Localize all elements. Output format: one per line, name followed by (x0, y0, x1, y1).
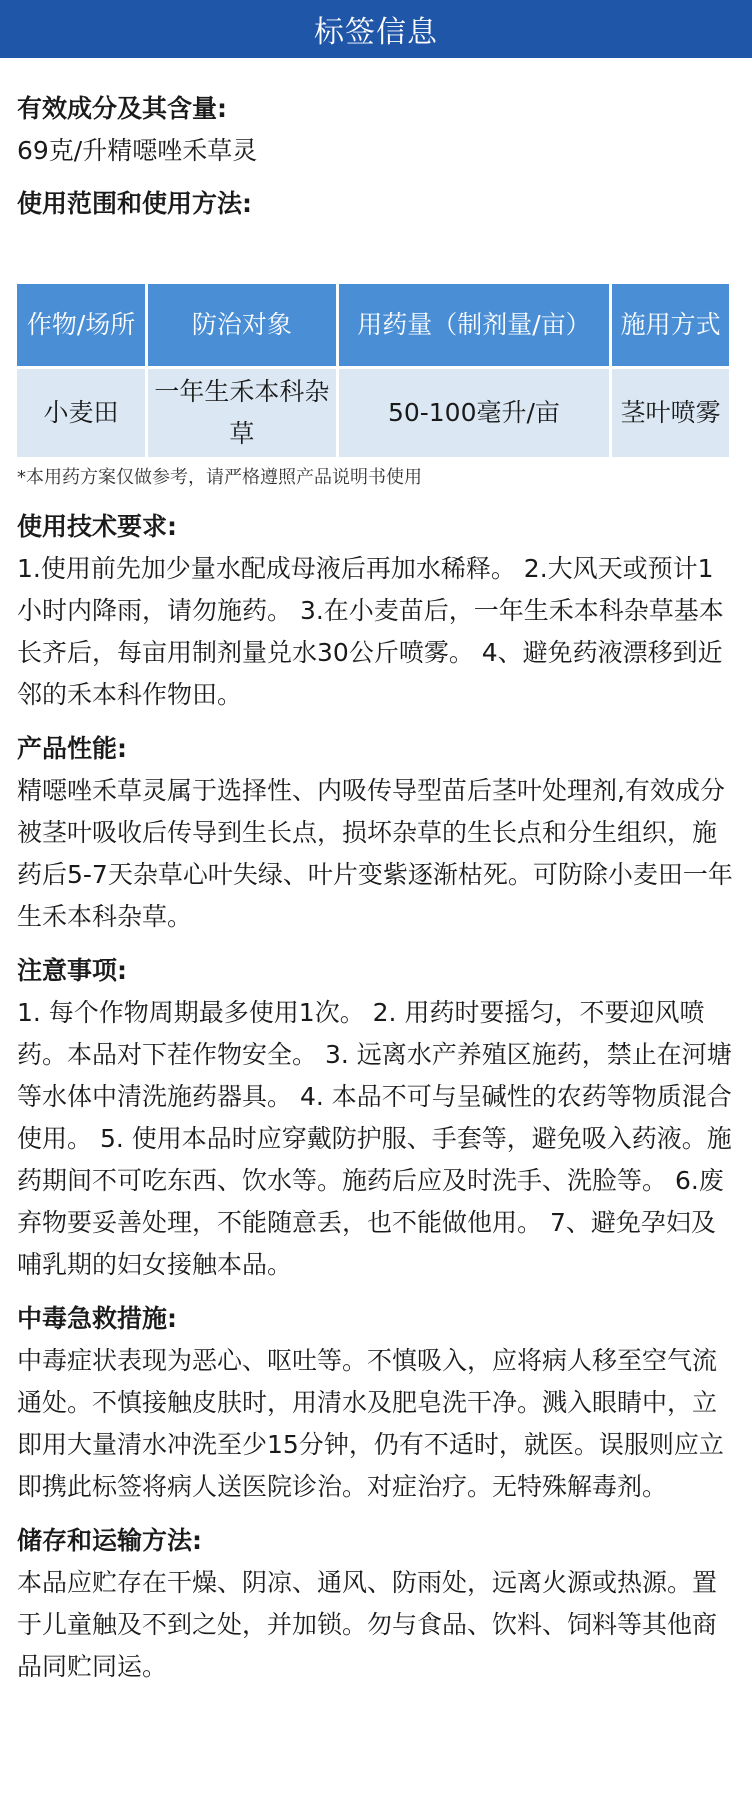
page-header (0, 0, 752, 58)
column-header-method: 施用方式 (612, 284, 729, 366)
cell-crop: 小麦田 (17, 369, 145, 457)
cell-dosage: 50-100毫升/亩 (339, 369, 610, 457)
column-header-crop: 作物/场所 (17, 284, 145, 366)
precautions-text: 1. 每个作物周期最多使用1次。 2. 用药时要摇匀，不要迎风喷药。本品对下茬作物安全。 3. 远离水产养殖区施药，禁止在河塘等水体中清洗施药器具。 4. 本品不可与呈碱性的农药等物质混合使用。 5. 使用本品时应穿戴防护服、手套等，避免吸入药液。施药期间不可吃东西、饮水等。施药后应及时洗手、洗脸等。 6.废弃物要妥善处理，不能随意丢，也不能做他用。 7、避免孕妇及哺乳期的妇女接触本品。 (17, 998, 732, 1279)
storage-text: 本品应贮存在干燥、阴凉、通风、防雨处，远离火源或热源。置于儿童触及不到之处，并加锁。勿与食品、饮料、饲料等其他商品同贮同运。 (17, 1568, 718, 1681)
precautions-title: 注意事项: (17, 956, 127, 985)
technical-title: 使用技术要求: (17, 512, 177, 541)
usage-table (14, 281, 732, 460)
cell-method: 茎叶喷雾 (612, 369, 729, 457)
usage-table-header-row (17, 284, 729, 366)
table-row (17, 369, 729, 457)
storage-section (17, 1520, 735, 1688)
first-aid-text: 中毒症状表现为恶心、呕吐等。不慎吸入，应将病人移至空气流通处。不慎接触皮肤时，用清水及肥皂洗干净。溅入眼睛中，立即用大量清水冲洗至少15分钟，仍有不适时，就医。误服则应立即携此标签将病人送医院诊治。对症治疗。无特殊解毒剂。 (17, 1346, 724, 1501)
usage-section (17, 183, 735, 492)
technical-text: 1.使用前先加少量水配成母液后再加水稀释。 2.大风天或预计1小时内降雨，请勿施药。 3.在小麦苗后，一年生禾本科杂草基本长齐后，每亩用制剂量兑水30公斤喷雾。 4、避免药液漂移到近邻的禾本科作物田。 (17, 554, 724, 709)
performance-title: 产品性能: (17, 734, 127, 763)
cell-target: 一年生禾本科杂草 (148, 369, 335, 457)
ingredients-title: 有效成分及其含量: (17, 94, 227, 123)
performance-section (17, 728, 735, 938)
storage-title: 储存和运输方法: (17, 1526, 202, 1555)
performance-text: 精噁唑禾草灵属于选择性、内吸传导型苗后茎叶处理剂,有效成分被茎叶吸收后传导到生长点，损坏杂草的生长点和分生组织，施药后5-7天杂草心叶失绿、叶片变紫逐渐枯死。可防除小麦田一年生禾本科杂草。 (17, 776, 733, 931)
column-header-target: 防治对象 (148, 284, 335, 366)
first-aid-section (17, 1298, 735, 1508)
usage-note: *本用药方案仅做参考，请严格遵照产品说明书使用 (17, 467, 422, 488)
label-content (0, 88, 752, 1688)
ingredients-section (17, 88, 735, 172)
page-title: 标签信息 (314, 15, 438, 50)
usage-title: 使用范围和使用方法: (17, 189, 252, 218)
first-aid-title: 中毒急救措施: (17, 1304, 177, 1333)
technical-section (17, 506, 735, 716)
ingredients-text: 69克/升精噁唑禾草灵 (17, 136, 258, 165)
column-header-dosage: 用药量（制剂量/亩） (339, 284, 610, 366)
precautions-section (17, 950, 735, 1286)
